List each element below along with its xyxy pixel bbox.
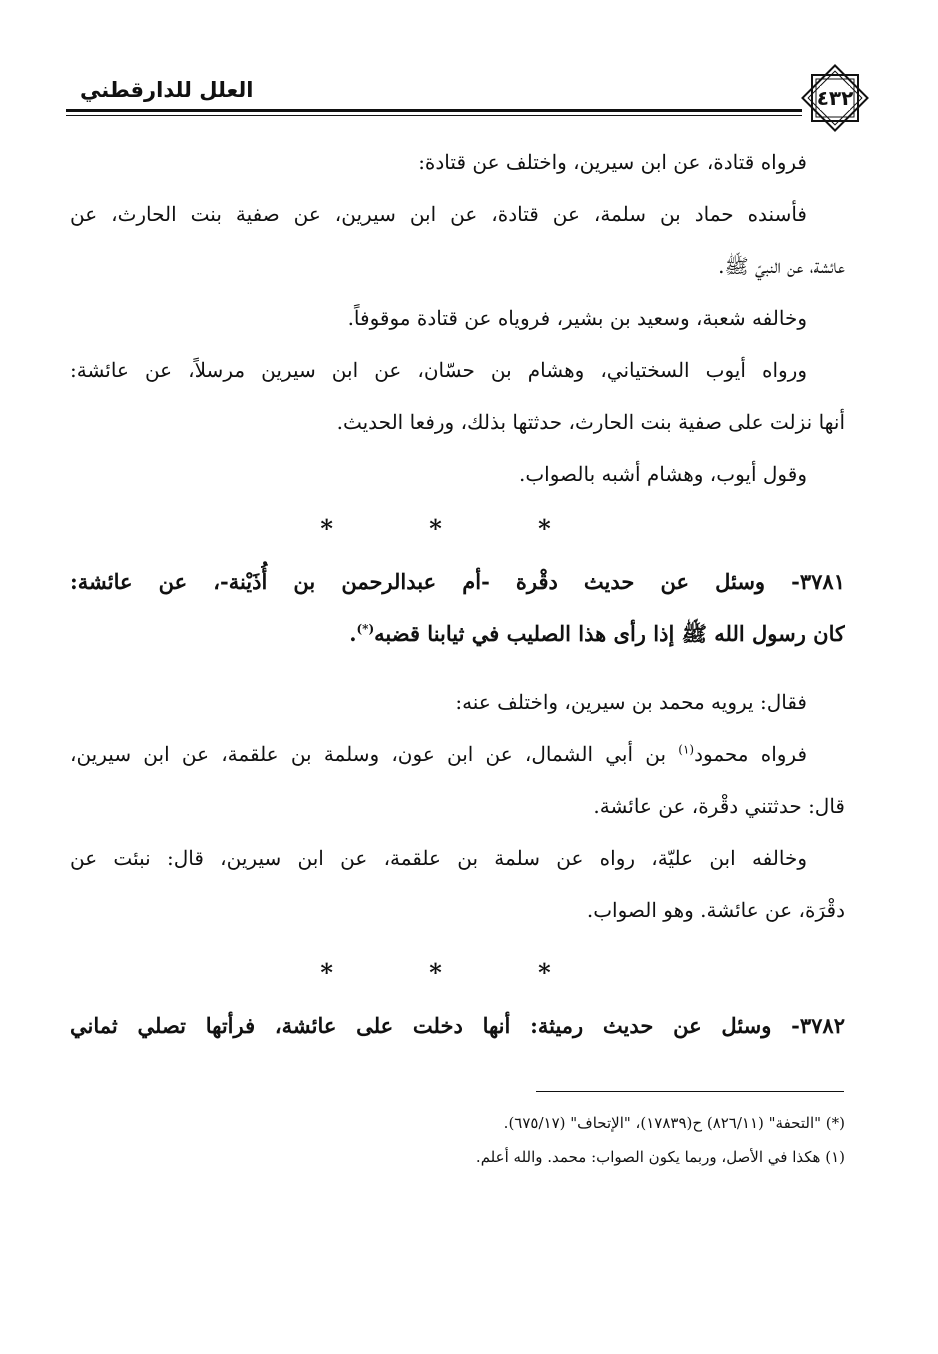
paragraph-line: دقْرَة، عن عائشة. وهو الصواب. <box>586 898 845 922</box>
header-rule-thin <box>66 115 802 116</box>
paragraph-continuation: بن أبي الشمال، عن ابن عون، وسلمة بن علقمة، عن ابن سيرين، <box>70 742 679 766</box>
question-heading-line: ٣٧٨١- وسئل عن حديث دقْرة -أم عبدالرحمن بن أُذَيْنة-، عن عائشة: <box>70 569 845 594</box>
paragraph-line: وخالفه ابن عليّة، رواه عن سلمة بن علقمة، عن ابن سيرين، قال: نبئت عن <box>70 846 807 870</box>
answer-3781 <box>70 676 845 936</box>
paragraph-line: وقول أيوب، وهشام أشبه بالصواب. <box>518 462 807 486</box>
question-heading-line: ٣٧٨٢- وسئل عن حديث رميثة: أنها دخلت على عائشة، فرأتها تصلي ثماني <box>70 1013 845 1038</box>
question-text: كان رسول الله ﷺ إذا رأى هذا الصليب في ثيابنا قضبه <box>374 621 845 646</box>
page-number-ornament <box>798 62 872 134</box>
paragraph-line <box>70 728 845 780</box>
paragraph-line: أنها نزلت على صفية بنت الحارث، حدثتها بذلك، ورفعا الحديث. <box>336 410 845 434</box>
running-title: العلل للدارقطني <box>80 78 254 102</box>
paragraph-line: فرواه قتادة، عن ابن سيرين، واختلف عن قتادة: <box>418 150 807 174</box>
footnote-separator <box>536 1091 844 1092</box>
question-heading-line <box>70 608 845 660</box>
paragraph-line: عائشة، عن النبيّ ﷺ. <box>718 254 845 278</box>
paragraph-line: قال: حدثتني دقْرة، عن عائشة. <box>593 794 845 818</box>
footnote-marker: (*) <box>356 622 375 636</box>
footnote: (١) هكذا في الأصل، وربما يكون الصواب: محمد. والله أعلم. <box>475 1148 845 1166</box>
section-separator: * * * <box>320 958 595 987</box>
page-number: ٤٣٢ <box>816 86 854 110</box>
header-rule-thick <box>66 109 802 112</box>
footnote-marker: (١) <box>678 742 695 757</box>
question-3781 <box>70 556 845 660</box>
paragraph-line: وخالفه شعبة، وسعيد بن بشير، فروياه عن قتادة موقوفاً. <box>347 306 807 330</box>
paragraph-line: فأسنده حماد بن سلمة، عن قتادة، عن ابن سيرين، عن صفية بنت الحارث، عن <box>70 202 807 226</box>
footnote: (*) "التحفة" (٨٢٦/١١) ح(١٧٨٣٩)، "الإتحاف" (٦٧٥/١٧). <box>503 1114 845 1132</box>
footnotes <box>70 1106 845 1174</box>
paragraph-line: ورواه أيوب السختياني، وهشام بن حسّان، عن ابن سيرين مرسلاً، عن عائشة: <box>70 358 807 382</box>
paragraph-line: فقال: يرويه محمد بن سيرين، واختلف عنه: <box>455 690 807 714</box>
narrator-name: فرواه محمود <box>694 742 807 766</box>
page-header <box>66 62 872 134</box>
question-3782 <box>70 1000 845 1052</box>
main-text <box>70 136 845 500</box>
question-end: . <box>349 621 357 646</box>
section-separator: * * * <box>320 514 595 543</box>
